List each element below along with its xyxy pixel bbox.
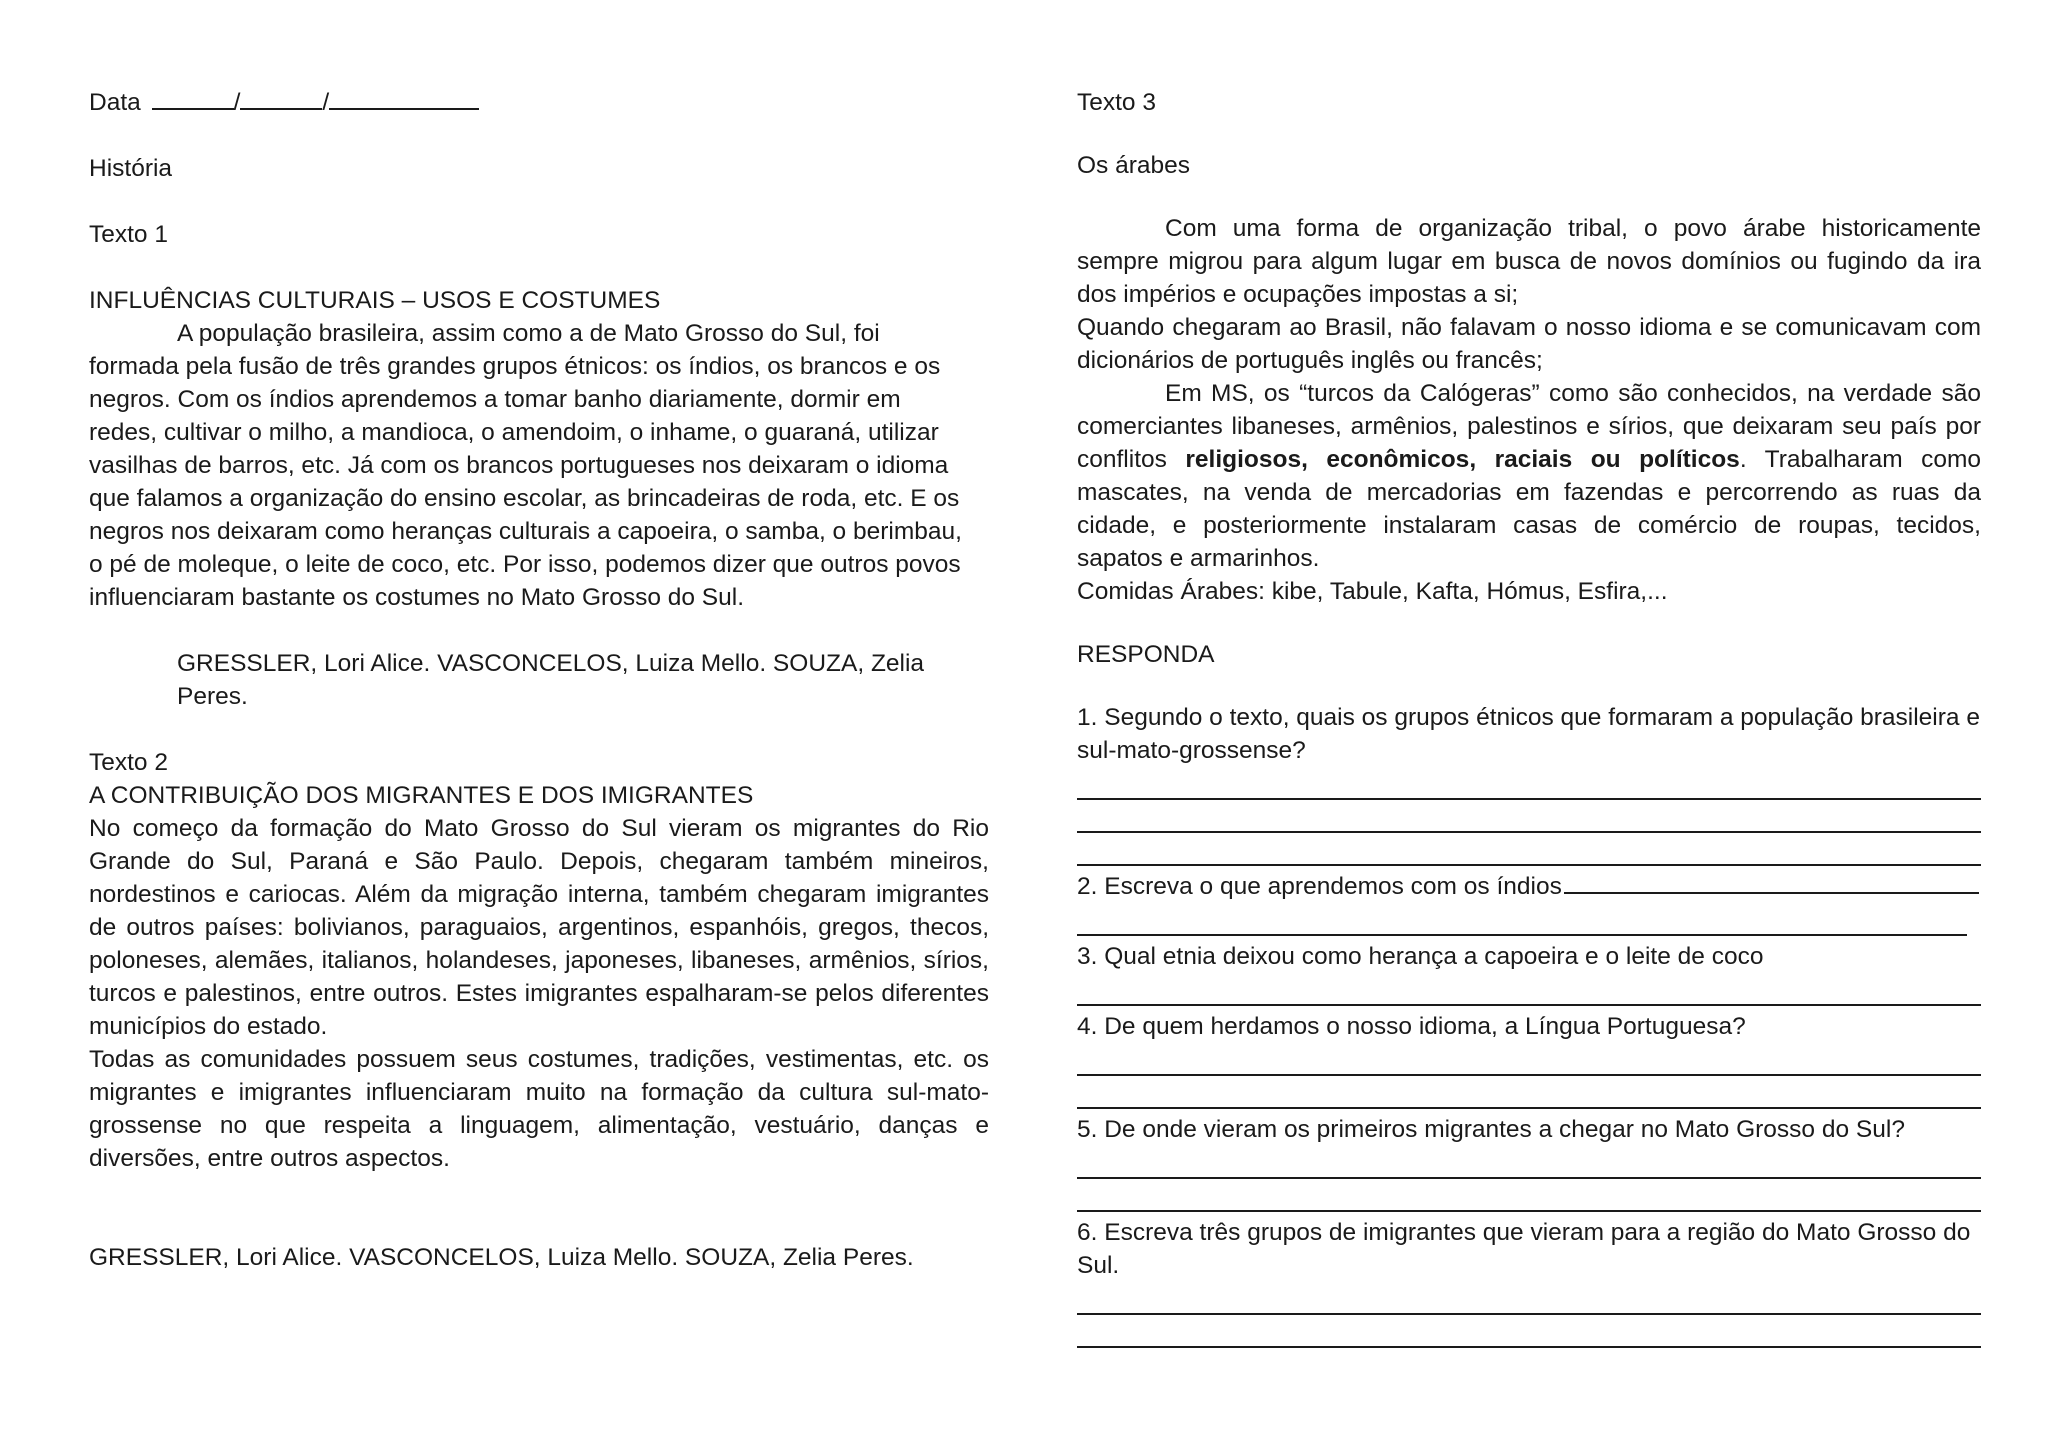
- questions-heading: RESPONDA: [1077, 641, 1215, 668]
- texto3-title: Os árabes: [1077, 152, 1191, 179]
- answer-line-4b[interactable]: [1077, 1076, 1981, 1109]
- date-year-blank[interactable]: [329, 86, 479, 110]
- right-column: [1077, 86, 1981, 1348]
- answer-line-5a[interactable]: [1077, 1146, 1981, 1179]
- texto3-foods: Comidas Árabes: kibe, Tabule, Kafta, Hómus, Esfira,...: [1077, 578, 1668, 605]
- question-4: 4. De quem herdamos o nosso idioma, a Língua Portuguesa?: [1077, 1013, 1746, 1040]
- answer-line-1b[interactable]: [1077, 800, 1981, 833]
- question-6: 6. Escreva três grupos de imigrantes que vieram para a região do Mato Grosso do Sul.: [1077, 1219, 1971, 1279]
- answer-line-2a[interactable]: [1564, 870, 1979, 894]
- date-month-blank[interactable]: [240, 86, 322, 110]
- texto3-paragraph-2: Quando chegaram ao Brasil, não falavam o nosso idioma e se comunicavam com dicionários de português inglês ou francês;: [1077, 314, 1981, 374]
- question-2: 2. Escreva o que aprendemos com os índios: [1077, 873, 1562, 900]
- texto2-paragraph-1: No começo da formação do Mato Grosso do Sul vieram os migrantes do Rio Grande do Sul, Paraná e São Paulo. Depois, chegaram também mineiros, nordestinos e cariocas. Além da migração interna, também chegaram imigrantes de outros países: bolivianos, paraguaios, argentinos, espanhóis, gregos, thecos, poloneses, alemães, italianos, holandeses, japoneses, libaneses, armênios, sírios, turcos e palestinos, entre outros. Estes imigrantes espalharam-se pelos diferentes municípios do estado.: [89, 815, 989, 1040]
- answer-line-2b[interactable]: [1077, 903, 1967, 936]
- date-line: [89, 86, 989, 119]
- question-3: 3. Qual etnia deixou como herança a capoeira e o leite de coco: [1077, 943, 1764, 970]
- answer-line-1a[interactable]: [1077, 767, 1981, 800]
- answer-line-4a[interactable]: [1077, 1043, 1981, 1076]
- subject-title: História: [89, 155, 173, 182]
- texto3-paragraph-3-bold: religiosos, econômicos, raciais ou políticos: [1185, 446, 1740, 473]
- date-label: Data: [89, 89, 141, 116]
- date-separator-2: /: [322, 89, 330, 116]
- texto2-label: Texto 2: [89, 749, 168, 776]
- question-1: 1. Segundo o texto, quais os grupos étnicos que formaram a população brasileira e sul-mato-grossense?: [1077, 704, 1980, 764]
- texto1-title: INFLUÊNCIAS CULTURAIS – USOS E COSTUMES: [89, 287, 661, 314]
- texto3-paragraph-3: [1077, 377, 1981, 575]
- texto1-label: Texto 1: [89, 221, 168, 248]
- texto2-paragraph-2: Todas as comunidades possuem seus costumes, tradições, vestimentas, etc. os migrantes e imigrantes influenciaram muito na formação da cultura sul-mato-grossense no que respeita a linguagem, alimentação, vestuário, danças e diversões, entre outros aspectos.: [89, 1046, 989, 1172]
- texto3-paragraph-3-start: Em MS, os “turcos da Calógeras” como são conhecidos, na verdade são comerciantes libaneses, armênios, palestinos e sírios, que deixaram seu país por conflitos: [1077, 380, 1981, 473]
- answer-line-3a[interactable]: [1077, 973, 1981, 1006]
- answer-line-6b[interactable]: [1077, 1315, 1981, 1348]
- texto3-label: Texto 3: [1077, 89, 1156, 116]
- answer-line-1c[interactable]: [1077, 833, 1981, 866]
- date-separator-1: /: [233, 89, 241, 116]
- texto2-reference: GRESSLER, Lori Alice. VASCONCELOS, Luiza Mello. SOUZA, Zelia Peres.: [89, 1244, 914, 1271]
- answer-line-6a[interactable]: [1077, 1282, 1981, 1315]
- question-5: 5. De onde vieram os primeiros migrantes a chegar no Mato Grosso do Sul?: [1077, 1116, 1905, 1143]
- answer-line-5b[interactable]: [1077, 1179, 1981, 1212]
- date-day-blank[interactable]: [152, 86, 234, 110]
- question-2-line: [1077, 870, 1981, 903]
- texto3-paragraph-1: Com uma forma de organização tribal, o povo árabe historicamente sempre migrou para algum lugar em busca de novos domínios ou fugindo da ira dos impérios e ocupações impostas a si;: [1077, 215, 1981, 308]
- texto1-body: A população brasileira, assim como a de Mato Grosso do Sul, foi formada pela fusão de três grandes grupos étnicos: os índios, os brancos e os negros. Com os índios aprendemos a tomar banho diariamente, dormir em redes, cultivar o milho, a mandioca, o amendoim, o inhame, o guaraná, utilizar vasilhas de barros, etc. Já com os brancos portugueses nos deixaram o idioma que falamos a organização do ensino escolar, as brincadeiras de roda, etc. E os negros nos deixaram como heranças culturais a capoeira, o samba, o berimbau, o pé de moleque, o leite de coco, etc. Por isso, podemos dizer que outros povos influenciaram bastante os costumes no Mato Grosso do Sul.: [89, 320, 962, 611]
- texto3-paragraph-3-end: . Trabalharam como mascates, na venda de mercadorias em fazendas e percorrendo as ruas da cidade, e posteriormente instalaram casas de comércio de roupas, tecidos, sapatos e armarinhos.: [1077, 446, 1981, 572]
- left-column: [89, 86, 989, 1274]
- texto2-title: A CONTRIBUIÇÃO DOS MIGRANTES E DOS IMIGRANTES: [89, 782, 754, 809]
- texto1-reference: GRESSLER, Lori Alice. VASCONCELOS, Luiza Mello. SOUZA, Zelia Peres.: [177, 650, 925, 710]
